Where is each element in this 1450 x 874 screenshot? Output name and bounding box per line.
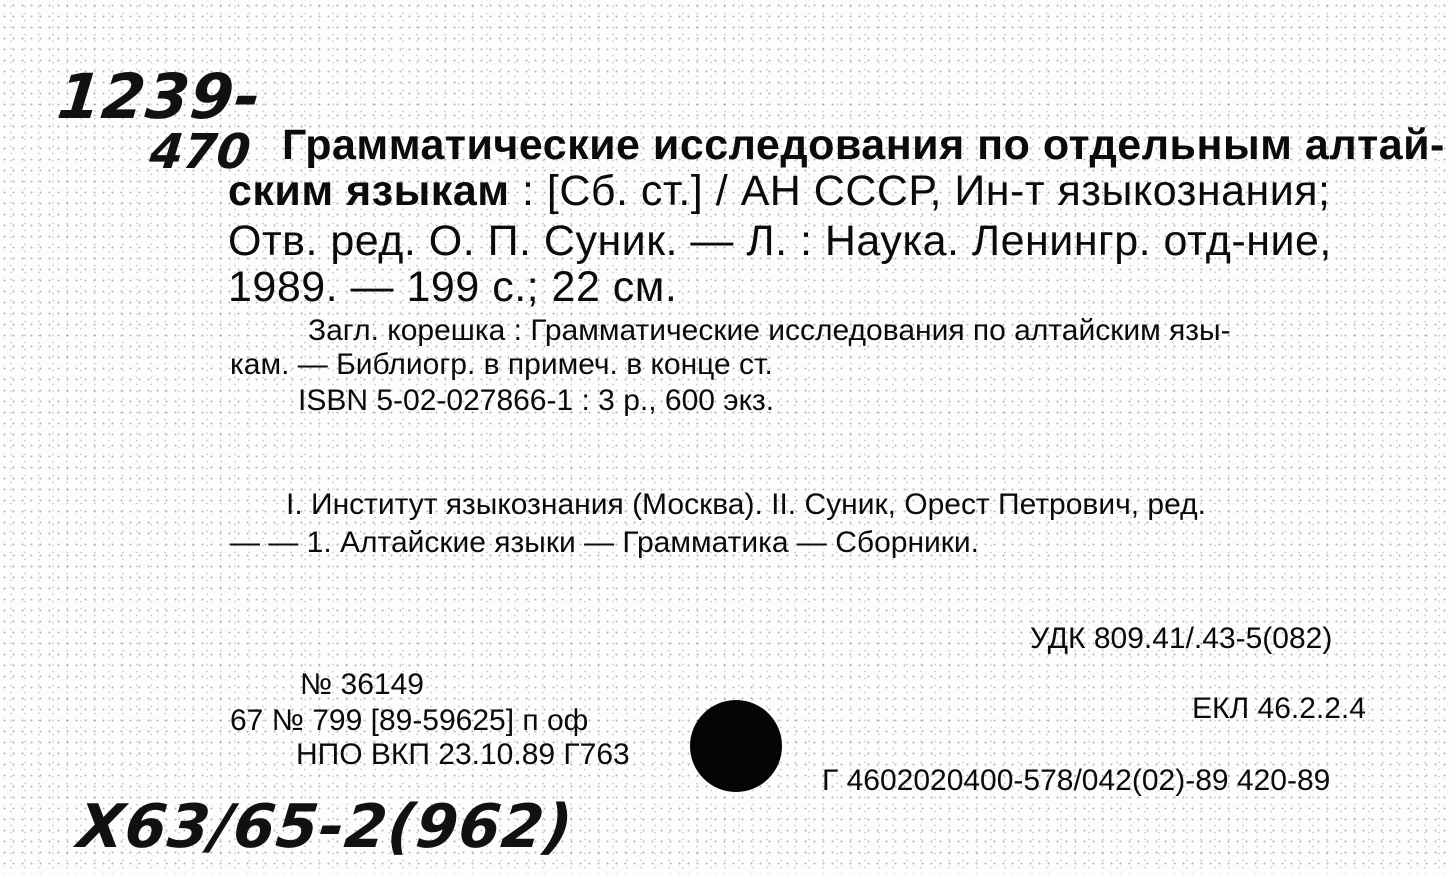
note-line-1: Загл. корешка : Грамматические исследования по алтайским язы- xyxy=(308,314,1231,347)
entry-line-2 xyxy=(228,167,1331,215)
accession-number: № 36149 xyxy=(300,668,424,701)
note-line-2: кам. — Библиогр. в примеч. в конце ст. xyxy=(230,348,773,381)
handwritten-call-number-top: 1239- xyxy=(54,60,266,133)
handwritten-shelf-mark: X63/65-2(962) xyxy=(74,792,577,862)
entry-line-3: Отв. ред. О. П. Суник. — Л. : Наука. Ленингр. отд-ние, xyxy=(228,217,1332,265)
handwritten-call-number-bottom: 470 xyxy=(147,124,254,180)
udk-code: УДК 809.41/.43-5(082) xyxy=(1030,622,1333,655)
punch-hole xyxy=(690,700,782,792)
tracing-line-1: I. Институт языкознания (Москва). II. Суник, Орест Петрович, ред. xyxy=(286,488,1206,521)
entry-line-4: 1989. — 199 с.; 22 см. xyxy=(228,263,678,311)
npo-line: НПО ВКП 23.10.89 Г763 xyxy=(296,738,630,771)
tracing-line-2: — — 1. Алтайские языки — Грамматика — Сборники. xyxy=(230,526,980,559)
entry-title-rest: : [Сб. ст.] / АН СССР, Ин-т языкознания; xyxy=(509,167,1331,215)
order-line: 67 № 799 [89-59625] п оф xyxy=(230,704,589,737)
entry-title-end: ским языкам xyxy=(228,167,510,215)
grif-code: Г 4602020400-578/042(02)-89 420-89 xyxy=(822,764,1331,797)
ekl-code: ЕКЛ 46.2.2.4 xyxy=(1192,692,1366,725)
entry-line-1: Грамматические исследования по отдельным алтай- xyxy=(282,121,1445,169)
isbn-line: ISBN 5-02-027866-1 : 3 р., 600 экз. xyxy=(298,384,775,417)
